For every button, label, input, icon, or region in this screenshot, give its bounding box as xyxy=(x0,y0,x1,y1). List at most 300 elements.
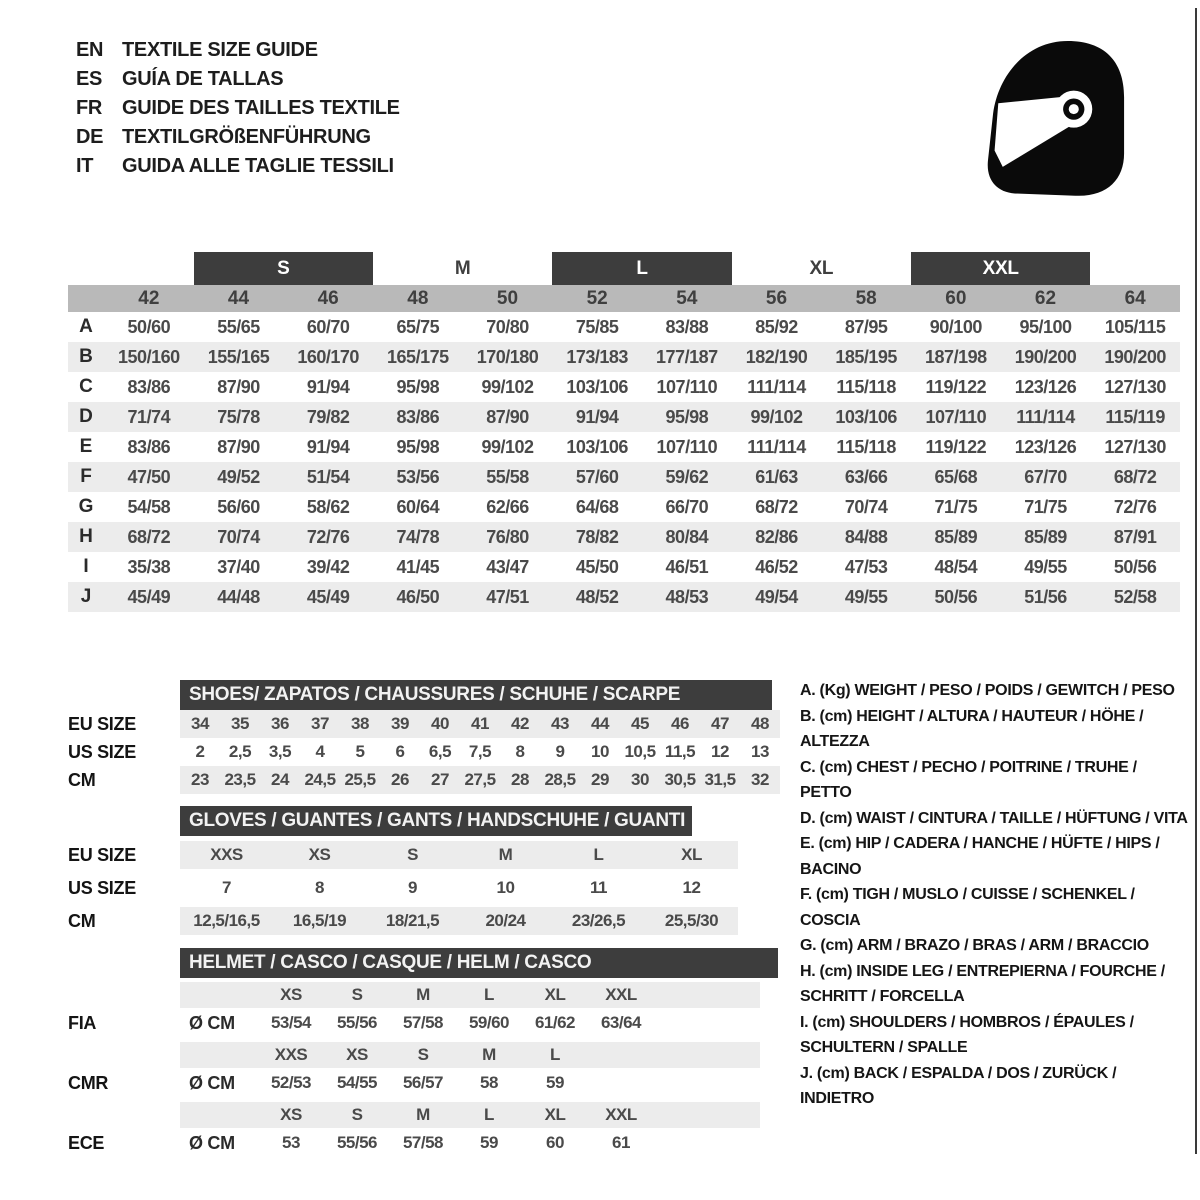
table-row xyxy=(68,552,1180,582)
size-value: 49/54 xyxy=(755,586,798,607)
size-value: 30 xyxy=(631,770,649,789)
size-value: 6,5 xyxy=(428,742,452,761)
size-value: 63/66 xyxy=(844,466,888,487)
table-row xyxy=(68,710,780,738)
helmet-size-label: M xyxy=(416,1105,430,1124)
size-value: 70/80 xyxy=(486,316,529,337)
size-value: 75/85 xyxy=(575,316,619,337)
size-value: 52/58 xyxy=(1113,586,1157,607)
language-label: TEXTILGRÖßENFÜHRUNG xyxy=(122,126,371,148)
size-value: 71/75 xyxy=(1024,496,1067,517)
size-value: 173/183 xyxy=(566,346,628,367)
size-value: XL xyxy=(681,845,702,864)
size-value: S xyxy=(407,845,418,864)
size-value: 47/50 xyxy=(127,466,171,487)
size-value: 23,5 xyxy=(224,770,256,789)
size-letter-row xyxy=(68,252,1180,285)
helmet-size-row xyxy=(180,982,760,1008)
row-letter: A xyxy=(79,316,93,337)
size-value: 90/100 xyxy=(929,316,982,337)
size-value: 40 xyxy=(431,714,449,733)
size-column-header: 48 xyxy=(407,287,429,309)
size-value: 25,5 xyxy=(344,770,376,789)
size-value: 66/70 xyxy=(665,496,709,517)
helmet-size-label: L xyxy=(484,1105,494,1124)
language-label: GUIDA ALLE TAGLIE TESSILI xyxy=(122,155,394,177)
size-value: 50/56 xyxy=(1113,556,1157,577)
size-value: 45/49 xyxy=(127,586,171,607)
table-row xyxy=(68,312,1180,342)
size-value: 12 xyxy=(711,742,729,761)
size-value: 119/122 xyxy=(925,436,987,457)
size-value: 64/68 xyxy=(575,496,619,517)
legend-item: C. (cm) CHEST / PECHO / POITRINE / TRUHE / PETTO xyxy=(800,758,1137,801)
size-value: 65/68 xyxy=(934,466,978,487)
size-value: 71/75 xyxy=(934,496,978,517)
table-row xyxy=(68,766,780,794)
size-value: 91/94 xyxy=(306,436,350,457)
size-value: 10,5 xyxy=(624,742,656,761)
size-value: 31,5 xyxy=(704,770,736,789)
size-value: 38 xyxy=(351,714,369,733)
row-values xyxy=(180,907,738,935)
language-code: FR xyxy=(76,97,103,119)
size-value: 35/38 xyxy=(127,556,171,577)
row-values xyxy=(180,738,780,766)
size-value: 23 xyxy=(191,770,209,789)
size-value: 71/74 xyxy=(127,406,171,427)
size-value: 67/70 xyxy=(1024,466,1067,487)
table-row xyxy=(68,342,1180,372)
size-value: 39/42 xyxy=(306,556,350,577)
table-row xyxy=(68,907,738,935)
size-value: 25,5/30 xyxy=(664,911,719,930)
size-value: 83/86 xyxy=(127,436,171,457)
size-column-header: 54 xyxy=(676,287,698,309)
size-value: 10 xyxy=(496,878,515,897)
helmet-value-row xyxy=(68,1008,780,1038)
helmet-size-label: XS xyxy=(280,985,302,1004)
helmet-size-label: XS xyxy=(346,1045,368,1064)
size-value: 91/94 xyxy=(575,406,619,427)
row-label: ECE xyxy=(68,1132,105,1153)
size-number-row xyxy=(68,285,1180,312)
row-label: CMR xyxy=(68,1072,109,1093)
size-value: 50/56 xyxy=(934,586,978,607)
size-value: 2 xyxy=(195,742,205,761)
size-value: 46/51 xyxy=(665,556,709,577)
size-value: 59/60 xyxy=(468,1013,510,1032)
helmet-size-label: M xyxy=(482,1045,496,1064)
size-value: 49/55 xyxy=(844,586,888,607)
size-value: 85/92 xyxy=(755,316,798,337)
language-label: GUIDE DES TAILLES TEXTILE xyxy=(122,97,400,119)
language-row xyxy=(76,36,400,65)
table-row xyxy=(68,402,1180,432)
helmet-size-label: XXL xyxy=(605,985,637,1004)
size-value: 55/56 xyxy=(336,1133,378,1152)
size-value: 70/74 xyxy=(844,496,888,517)
row-letter: I xyxy=(83,556,89,577)
size-value: 46/52 xyxy=(755,556,798,577)
size-value: XS xyxy=(308,845,331,864)
size-value: 95/100 xyxy=(1019,316,1072,337)
size-value: 75/78 xyxy=(217,406,260,427)
size-column-header: 60 xyxy=(945,287,967,309)
row-label: US SIZE xyxy=(68,741,136,762)
table-row xyxy=(68,738,780,766)
size-value: 9 xyxy=(408,878,417,897)
size-value: 68/72 xyxy=(1113,466,1157,487)
size-value: 187/198 xyxy=(925,346,987,367)
helmet-size-label: XXL xyxy=(605,1105,637,1124)
size-value: 18/21,5 xyxy=(385,911,440,930)
size-value: 87/90 xyxy=(217,376,260,397)
size-value: 8 xyxy=(515,742,525,761)
size-value: 68/72 xyxy=(127,526,171,547)
size-value: 42 xyxy=(511,714,529,733)
size-value: 59/62 xyxy=(665,466,709,487)
size-value: 50/60 xyxy=(127,316,171,337)
size-group-xxl: XXL xyxy=(911,252,1090,285)
size-column-header: 42 xyxy=(138,287,160,309)
size-value: 55/65 xyxy=(217,316,260,337)
size-value: 177/187 xyxy=(656,346,718,367)
size-value: 115/118 xyxy=(836,376,896,397)
size-value: 111/114 xyxy=(747,376,806,397)
size-value: 70/74 xyxy=(217,526,260,547)
legend-item: A. (Kg) WEIGHT / PESO / POIDS / GEWITCH / PESO xyxy=(800,682,1175,699)
row-label: EU SIZE xyxy=(68,844,136,865)
language-row xyxy=(76,65,400,94)
helmet-value-row xyxy=(68,1068,780,1098)
size-column-header: 64 xyxy=(1124,287,1146,309)
size-value: 99/102 xyxy=(481,376,534,397)
size-value: 107/110 xyxy=(656,436,718,457)
size-value: 43/47 xyxy=(486,556,529,577)
size-value: 59 xyxy=(480,1133,498,1152)
size-value: 95/98 xyxy=(396,376,440,397)
row-letter: E xyxy=(79,436,93,457)
size-table-body xyxy=(68,312,1180,612)
size-value: 119/122 xyxy=(925,376,987,397)
size-value: 24,5 xyxy=(304,770,336,789)
size-value: 72/76 xyxy=(1113,496,1157,517)
helmet-size-label: XL xyxy=(544,985,566,1004)
size-value: 74/78 xyxy=(396,526,440,547)
size-value: 48/52 xyxy=(575,586,619,607)
size-value: 48/54 xyxy=(934,556,978,577)
size-value: 165/175 xyxy=(387,346,449,367)
size-value: M xyxy=(498,845,513,864)
size-column-header: 58 xyxy=(855,287,877,309)
diameter-unit-label: Ø CM xyxy=(189,1012,235,1033)
row-values xyxy=(180,1128,760,1158)
size-group-l: L xyxy=(552,252,731,285)
gloves-table-body xyxy=(68,841,738,935)
size-value: 123/126 xyxy=(1014,436,1077,457)
size-value: 95/98 xyxy=(396,436,440,457)
gloves-title-bar: GLOVES / GUANTES / GANTS / HANDSCHUHE / GUANTI xyxy=(180,806,692,836)
helmet-size-row xyxy=(180,1042,760,1068)
row-letter: B xyxy=(79,346,93,367)
row-letter: F xyxy=(80,466,92,487)
size-value: 20/24 xyxy=(485,911,526,930)
shoes-title-bar: SHOES/ ZAPATOS / CHAUSSURES / SCHUHE / SCARPE xyxy=(180,680,772,710)
size-value: 99/102 xyxy=(481,436,534,457)
size-value: 127/130 xyxy=(1104,376,1166,397)
size-value: 57/60 xyxy=(575,466,619,487)
size-value: 78/82 xyxy=(575,526,619,547)
size-value: 48/53 xyxy=(665,586,709,607)
size-column-header: 44 xyxy=(227,287,250,309)
size-value: 55/56 xyxy=(336,1013,378,1032)
size-value: 43 xyxy=(551,714,569,733)
size-value: 61 xyxy=(612,1133,630,1152)
language-code: DE xyxy=(76,126,104,148)
size-value: 65/75 xyxy=(396,316,440,337)
size-value: 105/115 xyxy=(1104,316,1166,337)
row-letter: J xyxy=(80,586,92,607)
language-row xyxy=(76,152,400,181)
size-value: 61/62 xyxy=(534,1013,576,1032)
legend-item: G. (cm) ARM / BRAZO / BRAS / ARM / BRACCIO xyxy=(800,937,1149,954)
size-value: 28,5 xyxy=(544,770,576,789)
textile-size-table xyxy=(68,252,1180,612)
measurement-legend xyxy=(800,678,1192,1112)
size-value: 123/126 xyxy=(1014,376,1077,397)
size-value: 56/60 xyxy=(217,496,260,517)
size-value: 57/58 xyxy=(402,1013,444,1032)
size-value: 2,5 xyxy=(228,742,252,761)
row-values xyxy=(180,1008,760,1038)
size-column-header: 56 xyxy=(765,287,788,309)
size-value: 95/98 xyxy=(665,406,709,427)
size-value: 63/64 xyxy=(600,1013,642,1032)
size-value: 76/80 xyxy=(486,526,529,547)
size-value: 79/82 xyxy=(306,406,350,427)
size-value: 52/53 xyxy=(270,1073,312,1092)
size-value: 57/58 xyxy=(402,1133,444,1152)
row-label: FIA xyxy=(68,1012,97,1033)
size-value: 47 xyxy=(711,714,729,733)
size-value: 34 xyxy=(191,714,209,733)
size-value: 72/76 xyxy=(306,526,350,547)
table-row xyxy=(68,582,1180,612)
size-value: 11 xyxy=(590,878,607,897)
size-column-header: 62 xyxy=(1034,287,1057,309)
size-value: 48 xyxy=(751,714,769,733)
legend-item: I. (cm) SHOULDERS / HOMBROS / ÉPAULES / SCHULTERN / SPALLE xyxy=(800,1013,1134,1056)
size-value: 58 xyxy=(480,1073,498,1092)
row-values xyxy=(180,710,780,738)
size-value: 24 xyxy=(271,770,289,789)
size-value: 47/51 xyxy=(486,586,529,607)
helmet-size-label: M xyxy=(416,985,430,1004)
table-row xyxy=(68,462,1180,492)
row-letter: H xyxy=(79,526,93,547)
legend-item: F. (cm) TIGH / MUSLO / CUISSE / SCHENKEL / COSCIA xyxy=(800,886,1135,929)
size-value: 7 xyxy=(222,878,231,897)
size-value: 27,5 xyxy=(464,770,496,789)
row-values xyxy=(180,874,738,902)
size-value: 37/40 xyxy=(217,556,260,577)
size-value: 45/50 xyxy=(575,556,619,577)
size-value: 54/55 xyxy=(336,1073,378,1092)
row-values xyxy=(180,1068,760,1098)
size-column-header: 50 xyxy=(496,287,519,309)
size-value: 7,5 xyxy=(468,742,492,761)
size-value: 190/200 xyxy=(1104,346,1166,367)
language-label: TEXTILE SIZE GUIDE xyxy=(122,39,318,61)
size-value: 85/89 xyxy=(1024,526,1067,547)
table-row xyxy=(68,372,1180,402)
size-group-s: S xyxy=(194,252,373,285)
row-letter: G xyxy=(78,496,94,517)
diameter-unit-label: Ø CM xyxy=(189,1132,235,1153)
size-value: 127/130 xyxy=(1104,436,1166,457)
row-letter: C xyxy=(79,376,93,397)
size-value: 5 xyxy=(355,742,365,761)
size-value: 111/114 xyxy=(747,436,806,457)
size-group-xl: XL xyxy=(809,257,834,279)
size-value: L xyxy=(593,845,604,864)
size-value: 27 xyxy=(431,770,449,789)
size-value: 62/66 xyxy=(486,496,529,517)
size-value: 115/119 xyxy=(1105,406,1165,427)
row-label: EU SIZE xyxy=(68,713,136,734)
size-value: 185/195 xyxy=(835,346,897,367)
size-value: 107/110 xyxy=(925,406,987,427)
table-row xyxy=(68,522,1180,552)
size-value: 53 xyxy=(282,1133,300,1152)
size-value: 103/106 xyxy=(566,376,628,397)
size-value: 8 xyxy=(315,878,324,897)
row-label: US SIZE xyxy=(68,877,136,898)
size-value: 6 xyxy=(395,742,405,761)
helmet-size-row xyxy=(180,1102,760,1128)
size-value: 190/200 xyxy=(1014,346,1077,367)
helmet-size-label: XXS xyxy=(274,1045,308,1064)
size-value: 107/110 xyxy=(656,376,718,397)
helmet-size-label: XL xyxy=(544,1105,566,1124)
helmet-table xyxy=(68,948,780,1158)
size-value: 45 xyxy=(631,714,649,733)
diameter-unit-label: Ø CM xyxy=(189,1072,235,1093)
size-value: 111/114 xyxy=(1016,406,1075,427)
table-row xyxy=(68,874,738,902)
helmet-table-body xyxy=(68,982,780,1158)
helmet-size-label: S xyxy=(351,1105,363,1124)
size-value: 3,5 xyxy=(268,742,292,761)
table-row xyxy=(68,492,1180,522)
size-value: 10 xyxy=(591,742,609,761)
size-value: 53/56 xyxy=(396,466,440,487)
size-value: 41/45 xyxy=(396,556,440,577)
size-value: 16,5/19 xyxy=(292,911,347,930)
size-value: 55/58 xyxy=(486,466,529,487)
size-value: 12,5/16,5 xyxy=(193,911,260,930)
size-value: 11,5 xyxy=(664,742,696,761)
table-row xyxy=(68,432,1180,462)
size-value: 80/84 xyxy=(665,526,709,547)
size-value: 115/118 xyxy=(836,436,896,457)
size-value: 83/88 xyxy=(665,316,709,337)
size-value: 44 xyxy=(591,714,609,733)
size-value: 30,5 xyxy=(664,770,696,789)
size-value: 60 xyxy=(546,1133,564,1152)
helmet-size-label: S xyxy=(417,1045,429,1064)
size-value: 83/86 xyxy=(127,376,171,397)
row-values xyxy=(180,766,780,794)
size-value: 51/54 xyxy=(306,466,350,487)
size-value: 84/88 xyxy=(844,526,888,547)
size-value: 29 xyxy=(591,770,609,789)
size-value: 58/62 xyxy=(306,496,350,517)
language-list xyxy=(76,36,400,181)
size-value: 13 xyxy=(751,742,769,761)
language-code: EN xyxy=(76,39,104,61)
size-value: 87/90 xyxy=(486,406,529,427)
language-row xyxy=(76,123,400,152)
size-value: 103/106 xyxy=(835,406,897,427)
size-value: 35 xyxy=(231,714,249,733)
size-value: 39 xyxy=(391,714,409,733)
size-value: 49/52 xyxy=(217,466,260,487)
row-label: CM xyxy=(68,910,96,931)
size-value: 160/170 xyxy=(297,346,359,367)
size-value: 26 xyxy=(391,770,409,789)
legend-item: J. (cm) BACK / ESPALDA / DOS / ZURÜCK / INDIETRO xyxy=(800,1064,1117,1107)
size-value: 61/63 xyxy=(755,466,798,487)
size-value: 170/180 xyxy=(476,346,539,367)
helmet-size-label: L xyxy=(484,985,494,1004)
size-group-m: M xyxy=(454,257,471,279)
size-value: 83/86 xyxy=(396,406,440,427)
size-value: 47/53 xyxy=(844,556,888,577)
size-value: 36 xyxy=(271,714,289,733)
size-value: 87/90 xyxy=(217,436,260,457)
helmet-value-row xyxy=(68,1128,780,1158)
size-value: 60/70 xyxy=(306,316,350,337)
row-values xyxy=(180,841,738,869)
size-value: 46 xyxy=(671,714,689,733)
gloves-table xyxy=(68,806,738,935)
size-value: 182/190 xyxy=(745,346,808,367)
size-value: 46/50 xyxy=(396,586,440,607)
language-code: IT xyxy=(76,155,94,177)
language-label: GUÍA DE TALLAS xyxy=(122,68,284,90)
size-value: 60/64 xyxy=(396,496,440,517)
size-value: 51/56 xyxy=(1024,586,1067,607)
legend-item: E. (cm) HIP / CADERA / HANCHE / HÜFTE / HIPS / BACINO xyxy=(800,835,1160,878)
size-value: 56/57 xyxy=(402,1073,444,1092)
size-column-header: 52 xyxy=(586,287,608,309)
shoes-table xyxy=(68,680,780,794)
legend-item: B. (cm) HEIGHT / ALTURA / HAUTEUR / HÖHE / ALTEZZA xyxy=(800,707,1144,750)
size-value: 54/58 xyxy=(127,496,171,517)
size-value: 150/160 xyxy=(118,346,180,367)
size-value: 85/89 xyxy=(934,526,978,547)
size-value: 155/165 xyxy=(207,346,270,367)
helmet-title-bar: HELMET / CASCO / CASQUE / HELM / CASCO xyxy=(180,948,778,978)
size-value: 44/48 xyxy=(217,586,260,607)
size-value: 23/26,5 xyxy=(571,911,626,930)
size-value: 4 xyxy=(315,742,325,761)
size-value: 87/95 xyxy=(844,316,888,337)
table-row xyxy=(68,841,738,869)
size-value: 37 xyxy=(311,714,329,733)
